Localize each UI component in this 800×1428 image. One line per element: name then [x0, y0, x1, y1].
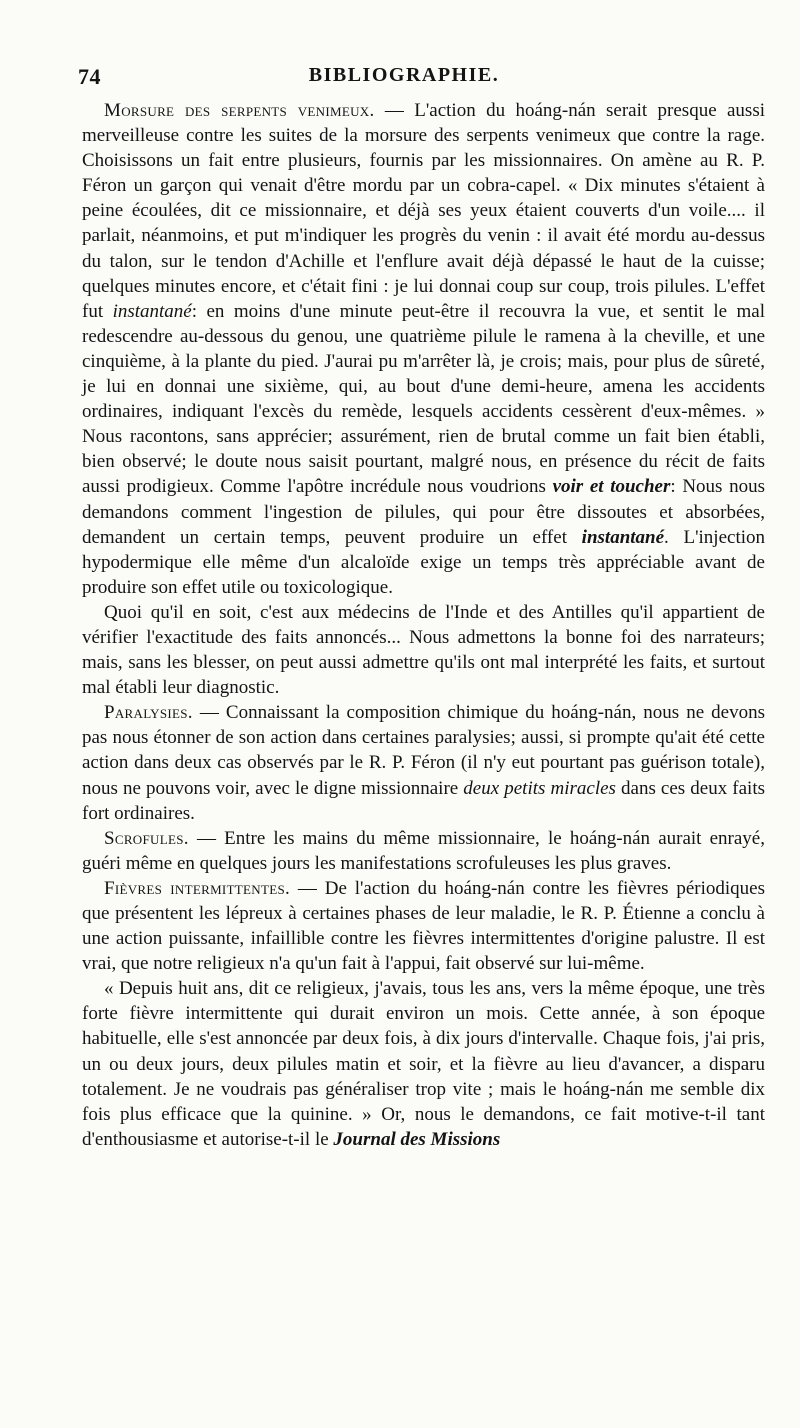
paragraph-quoi — [82, 600, 765, 700]
paragraph-paralysies — [82, 700, 765, 825]
paragraph-text: — De l'action du hoáng-nán contre les fièvres périodiques que présentent les lépreux à certaines phases de leur maladie, le R. P. Étienne a conclu à une action puissante, infaillible contre les fièvres intermittentes d'origine palustre. Il est vrai, que notre religieux n'a qu'un fait à l'appui, fait observé sur lui-même. — [82, 877, 766, 975]
paragraph-text: : Nous nous demandons comment l'ingestion de pilules, qui pour être dissoutes et absorbées, demandent un certain temps, peuvent produire un effet — [82, 476, 765, 548]
paragraph-scrofules — [82, 826, 765, 876]
paragraph-text: Quoi qu'il en soit, c'est aux médecins de l'Inde et des Antilles qu'il appartient de vérifier l'exactitude des faits annoncés... Nous admettons la bonne foi des narrateurs; mais, sans les blesser, on peut aussi admettre qu'ils ont mal interprété les faits, et surtout mal établi leur diagnostic. — [82, 601, 765, 699]
section-heading-morsure: Morsure des serpents venimeux. — [104, 100, 375, 121]
paragraph-text: — Entre les mains du même missionnaire, le hoáng-nán aurait enrayé, guéri même en quelques jours les manifestations scrofuleuses les plus graves. — [82, 827, 765, 874]
paragraph-text: . L'injection hypodermique elle même d'un alcaloïde exige un temps très appréciable avant de produire son effet utile ou toxicologique. — [82, 526, 765, 598]
emphasis-text: instantané — [112, 300, 192, 322]
running-header — [78, 58, 730, 98]
running-title: BIBLIOGRAPHIE. — [308, 64, 500, 86]
paragraph-text: dans ces deux faits fort ordinaires. — [82, 777, 766, 824]
paragraph-text: « Depuis huit ans, dit ce religieux, j'avais, tous les ans, vers la même époque, une très forte fièvre intermittente qui durait environ un mois. Cette année, à son époque habituelle, elle s'est annoncée par deux fois, à dix jours d'intervalle. Chaque fois, j'ai pris, un ou deux jours, deux pilules matin et soir, et la fièvre au lieu d'avancer, a disparu totalement. Je ne voudrais pas généraliser trop vite ; mais le hoáng-nán me semble dix fois plus efficace que la quinine. » Or, nous le demandons, ce fait motive-t-il tant d'enthousiasme et autorise-t-il le — [82, 978, 765, 1150]
paragraph-text: : en moins d'une minute peut-être il recouvra la vue, et sentit le mal redescendre au-dessous du genou, une quatrième pilule le ramena à la cheville, et une cinquième, à la plante du pied. J'aurai pu m'arrêter là, je crois; mais, pour plus de sûreté, je lui en donnai une sixième, qui, au bout d'une demi-heure, amena les accidents ordinaires, indiquant l'excès du remède, lesquels accidents cessèrent d'eux-mêmes. » Nous racontons, sans apprécier; assurément, rien de brutal comme un fait bien établi, bien observé; le doute nous saisit pourtant, malgré nous, en présence du récit de faits aussi prodigieux. Comme l'apôtre incrédule nous voudrions — [82, 300, 765, 498]
emphasis-text: deux petits miracles — [463, 777, 616, 799]
emphasis-text: Journal des Missions — [333, 1128, 501, 1150]
paragraph-fievres — [82, 876, 765, 976]
page-number: 74 — [78, 64, 101, 89]
paragraph-depuis — [82, 976, 765, 1152]
body-text — [82, 98, 765, 1152]
section-heading-fievres: Fièvres intermittentes. — [104, 877, 291, 899]
emphasis-text: voir et toucher — [552, 476, 671, 498]
paragraph-text: — Connaissant la composition chimique du hoáng-nán, nous ne devons pas nous étonner de son action dans certaines paralysies; aussi, si prompte qu'ait été cette action dans deux cas observés par le R. P. Féron (il n'y eut pourtant pas guérison totale), nous ne pouvons voir, avec le digne missionnaire — [82, 702, 765, 799]
emphasis-text: instantané — [581, 526, 665, 548]
section-heading-scrofules: Scrofules. — [104, 827, 189, 849]
paragraph-morsure — [82, 98, 765, 600]
paragraph-text: — L'action du hoáng-nán serait presque aussi merveilleuse contre les suites de la morsure des serpents venimeux que contre la rage. Choisissons un fait entre plusieurs, fournis par les missionnaires. On amène au R. P. Féron un garçon qui venait d'être mordu par un cobra-capel. « Dix minutes s'étaient à peine écoulées, dit ce missionnaire, et déjà ses yeux étaient couverts d'un voile.... il parlait, néanmoins, et put m'indiquer les progrès du venin : il avait été mordu au-dessus du talon, sur le tendon d'Achille et l'enflure avait déjà dépassé le haut de la cuisse; quelques minutes encore, et c'était fini : je lui donnai coup sur coup, trois pilules. L'effet fut — [82, 100, 765, 322]
section-heading-paralysies: Paralysies. — [104, 702, 193, 724]
